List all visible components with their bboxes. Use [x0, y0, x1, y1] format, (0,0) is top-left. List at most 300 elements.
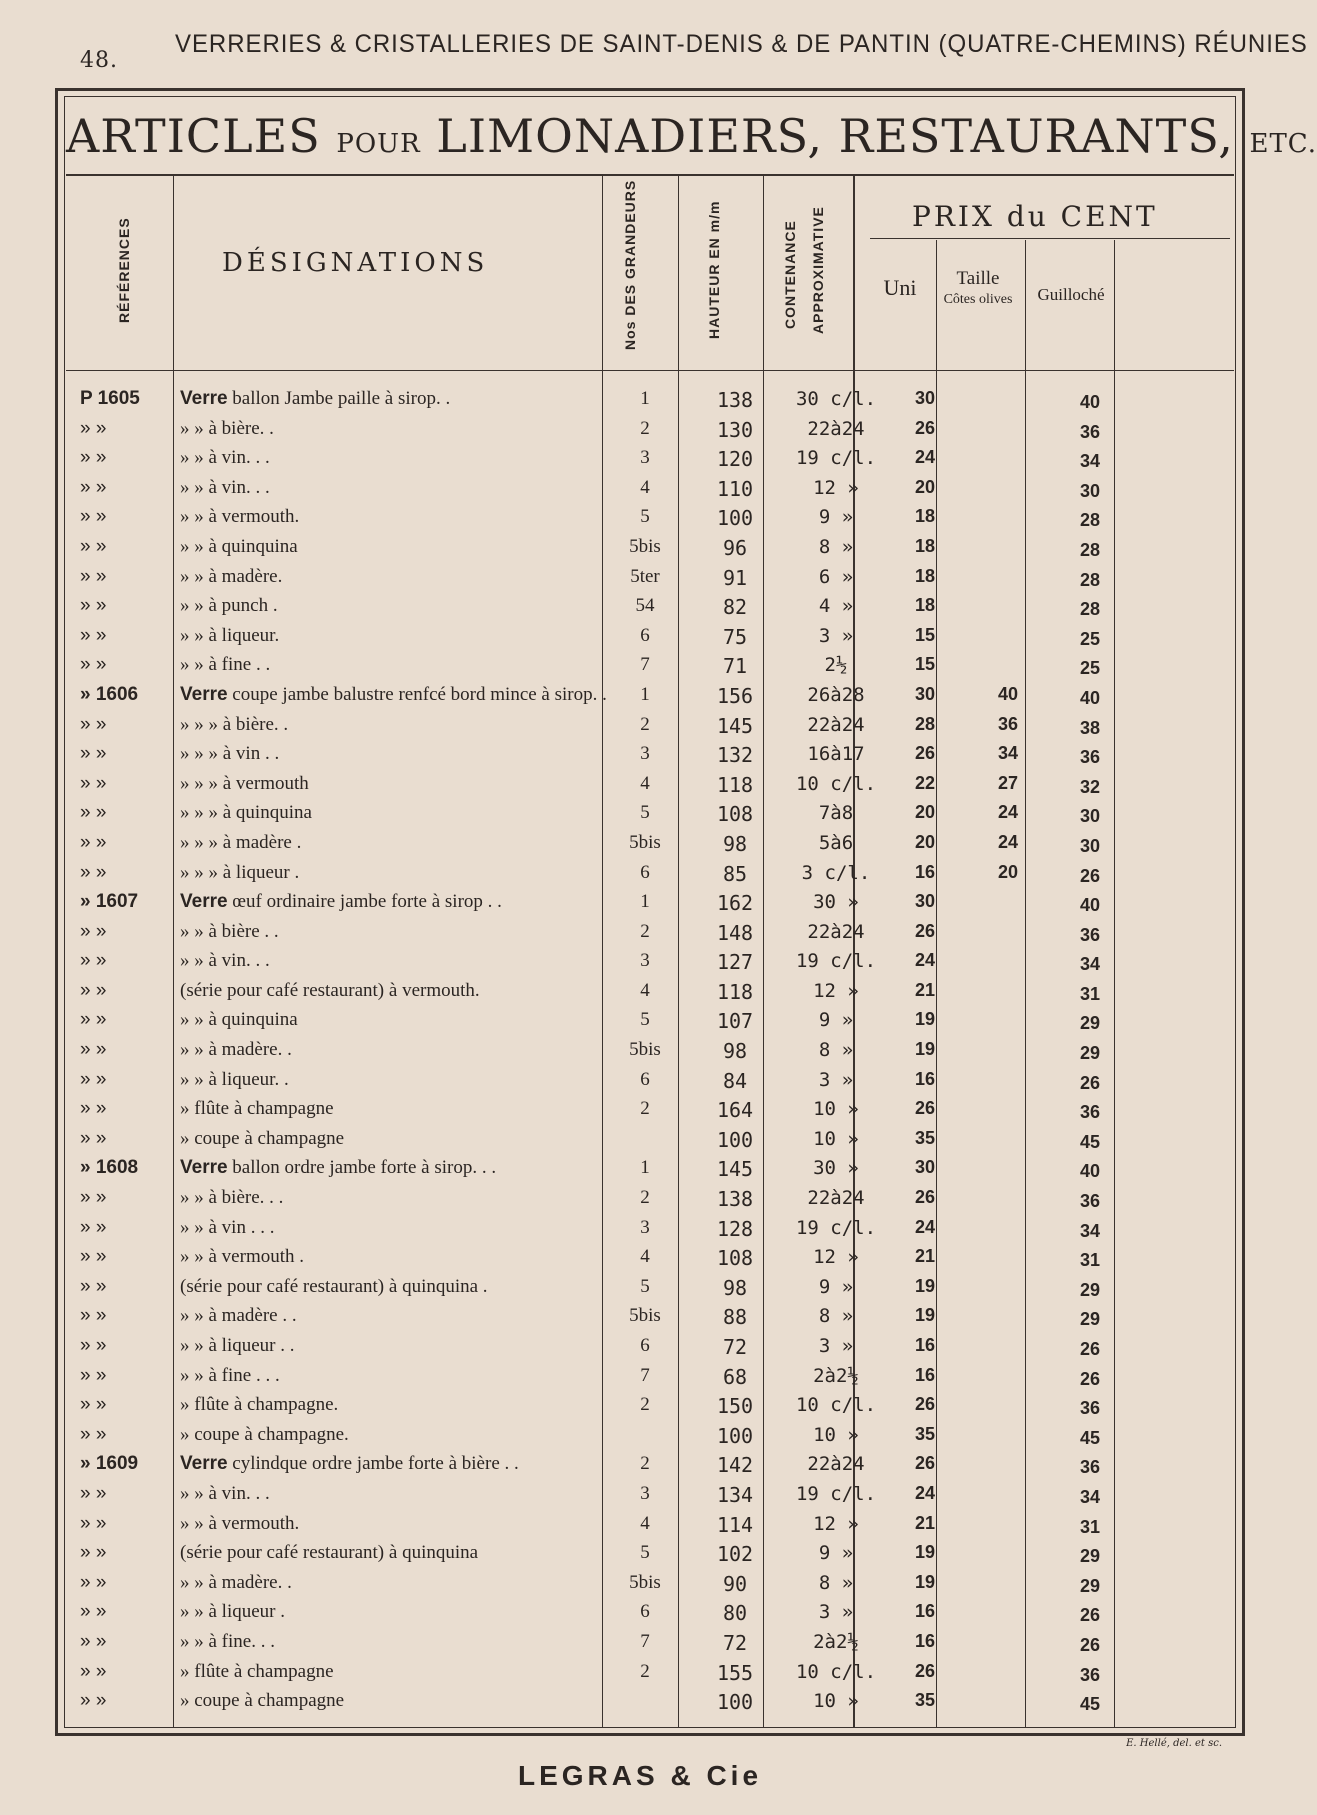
row-reference: » » — [80, 920, 107, 942]
row-contenance: 3 c/l. — [801, 861, 871, 884]
running-header: VERRERIES & CRISTALLERIES DE SAINT-DENIS & DE PANTIN (QUATRE-CHEMINS) RÉUNIES — [175, 30, 1308, 58]
designation-text: » » à liqueur . — [180, 1601, 286, 1623]
table-row — [80, 1509, 1240, 1539]
row-designation — [180, 536, 680, 558]
row-reference: » » — [80, 1571, 107, 1593]
row-reference: » » — [80, 1630, 107, 1652]
row-reference: » » — [80, 476, 107, 498]
row-designation — [180, 921, 680, 943]
row-hauteur: 120 — [716, 447, 754, 472]
row-hauteur: 88 — [722, 1305, 748, 1330]
row-designation — [180, 1069, 680, 1091]
row-designation — [180, 802, 680, 824]
row-price-guilloche: 29 — [1079, 1013, 1101, 1034]
designation-keyword: Verre — [180, 1453, 228, 1475]
row-reference: » » — [80, 1246, 107, 1268]
table-row — [80, 1568, 1240, 1598]
designation-text: » » à liqueur. . — [180, 1068, 289, 1090]
table-row — [80, 1627, 1240, 1657]
designation-text: ballon ordre jambe forte à sirop. . . — [227, 1157, 497, 1179]
row-price-uni: 20 — [914, 802, 936, 823]
table-row — [80, 1301, 1240, 1331]
row-contenance: 9 » — [818, 1275, 854, 1298]
table-row — [80, 1242, 1240, 1272]
row-designation — [180, 1453, 680, 1475]
row-grandeur: 5bis — [629, 1039, 661, 1061]
row-grandeur: 2 — [640, 1453, 650, 1475]
table-row — [80, 858, 1240, 888]
row-hauteur: 110 — [716, 476, 754, 501]
row-contenance: 9 » — [818, 506, 854, 529]
designation-text: » flûte à champagne — [180, 1098, 334, 1120]
row-price-uni: 19 — [914, 1275, 936, 1296]
row-hauteur: 150 — [716, 1394, 754, 1419]
row-price-uni: 16 — [914, 861, 936, 882]
row-hauteur: 84 — [722, 1068, 748, 1093]
row-designation — [180, 654, 680, 676]
row-designation — [180, 1246, 680, 1268]
designation-text: » flûte à champagne — [180, 1660, 334, 1682]
row-price-uni: 24 — [914, 950, 936, 971]
row-hauteur: 100 — [716, 506, 754, 531]
row-price-guilloche: 26 — [1079, 865, 1101, 886]
row-designation — [180, 506, 680, 528]
row-price-uni: 21 — [914, 1246, 936, 1267]
row-contenance: 3 » — [818, 1335, 854, 1357]
row-price-uni: 15 — [914, 654, 936, 675]
header-approximative: APPROXIMATIVE — [810, 206, 826, 334]
row-price-uni: 20 — [914, 476, 936, 497]
designation-text: » » à vin. . . — [180, 476, 270, 498]
table-row — [80, 1035, 1240, 1065]
row-price-guilloche: 34 — [1079, 1486, 1101, 1507]
table-row — [80, 1183, 1240, 1213]
row-grandeur: 3 — [640, 1482, 650, 1504]
row-contenance: 19 c/l. — [795, 950, 877, 973]
table-row — [80, 798, 1240, 828]
row-grandeur: 5bis — [629, 1571, 661, 1593]
row-grandeur: 4 — [640, 772, 650, 794]
row-contenance: 8 » — [818, 1571, 854, 1594]
row-price-guilloche: 45 — [1079, 1131, 1101, 1152]
designation-text: » flûte à champagne. — [180, 1394, 339, 1416]
row-grandeur: 2 — [640, 1660, 650, 1682]
row-designation — [180, 1335, 680, 1357]
row-contenance: 6 » — [818, 565, 854, 588]
row-designation — [180, 714, 680, 736]
row-contenance: 10 » — [813, 1423, 859, 1446]
designation-text: » » à vin. . . — [180, 1482, 270, 1504]
row-contenance: 2½ — [824, 654, 848, 677]
row-designation — [180, 1276, 680, 1298]
row-price-uni: 26 — [914, 1453, 936, 1474]
row-price-uni: 26 — [914, 1098, 936, 1119]
row-grandeur: 2 — [640, 1098, 650, 1120]
row-contenance: 22à24 — [807, 1187, 865, 1210]
designation-text: » » à madère . . — [180, 1305, 297, 1327]
row-price-uni: 30 — [914, 1157, 936, 1178]
row-designation — [180, 891, 680, 913]
row-price-guilloche: 28 — [1079, 510, 1101, 531]
engraver-credit: E. Hellé, del. et sc. — [1126, 1738, 1222, 1749]
row-contenance: 8 » — [818, 1039, 854, 1062]
row-price-taille: 40 — [997, 683, 1019, 704]
row-reference: » » — [80, 979, 107, 1001]
row-reference: » » — [80, 743, 107, 765]
row-contenance: 2à2½ — [813, 1630, 859, 1653]
table-row — [80, 976, 1240, 1006]
row-price-guilloche: 40 — [1079, 895, 1101, 916]
designation-text: » » » à quinquina — [180, 802, 312, 824]
row-grandeur: 4 — [640, 1246, 650, 1268]
table-row — [80, 1420, 1240, 1450]
row-price-guilloche: 29 — [1079, 1309, 1101, 1330]
row-price-uni: 18 — [914, 506, 936, 527]
row-hauteur: 142 — [716, 1453, 754, 1478]
row-price-uni: 16 — [914, 1364, 936, 1385]
row-grandeur: 6 — [640, 1335, 650, 1356]
row-designation — [180, 1483, 680, 1505]
row-contenance: 30 » — [813, 1157, 859, 1180]
row-reference: » » — [80, 1512, 107, 1534]
row-price-guilloche: 29 — [1079, 1546, 1101, 1567]
row-contenance: 10 » — [813, 1127, 859, 1150]
row-reference: » » — [80, 1660, 107, 1682]
row-contenance: 3 » — [818, 1068, 854, 1091]
row-reference: » » — [80, 1098, 107, 1120]
row-reference: » 1606 — [80, 683, 139, 705]
row-reference: » » — [80, 1601, 107, 1623]
row-hauteur: 75 — [722, 624, 748, 649]
row-contenance: 12 » — [813, 1246, 859, 1269]
row-designation — [180, 625, 680, 647]
designation-keyword: Verre — [180, 388, 228, 409]
table-row — [80, 562, 1240, 592]
designation-text: » » à vin . . . — [180, 1216, 275, 1238]
row-grandeur: 4 — [640, 979, 650, 1001]
table-row — [80, 1213, 1240, 1243]
row-price-uni: 35 — [914, 1127, 936, 1148]
table-row — [80, 1005, 1240, 1035]
row-grandeur: 1 — [640, 891, 650, 913]
row-reference: » » — [80, 1542, 107, 1564]
designation-text: (série pour café restaurant) à quinquina . — [180, 1275, 488, 1297]
row-price-uni: 21 — [914, 979, 936, 1000]
row-contenance: 30 c/l. — [795, 388, 877, 410]
row-grandeur: 6 — [640, 861, 650, 883]
row-designation — [180, 1601, 680, 1623]
row-hauteur: 130 — [716, 417, 754, 442]
designation-text: » coupe à champagne — [180, 1690, 345, 1712]
row-grandeur: 5ter — [630, 565, 660, 587]
publisher-footer: LEGRAS & Cie — [517, 1760, 763, 1791]
row-price-guilloche: 36 — [1079, 1398, 1101, 1419]
row-reference: » » — [80, 950, 107, 972]
row-designation — [180, 477, 680, 499]
row-reference: P 1605 — [80, 388, 140, 409]
row-contenance: 22à24 — [807, 920, 865, 943]
row-hauteur: 118 — [716, 772, 754, 797]
row-reference: » » — [80, 417, 107, 439]
table-row — [80, 1124, 1240, 1154]
designation-text: » » à quinquina — [180, 1009, 298, 1031]
row-price-uni: 35 — [914, 1423, 936, 1444]
row-reference: » » — [80, 1068, 107, 1090]
table-row — [80, 591, 1240, 621]
row-contenance: 10 c/l. — [795, 1660, 877, 1683]
row-price-guilloche: 26 — [1079, 1368, 1101, 1389]
row-reference: » » — [80, 861, 107, 883]
row-designation — [180, 1365, 680, 1387]
prix-divider — [870, 238, 1230, 239]
row-designation — [180, 1187, 680, 1209]
row-hauteur: 85 — [722, 861, 748, 886]
table-row — [80, 650, 1240, 680]
row-reference: » 1608 — [80, 1157, 139, 1179]
table-row — [80, 1538, 1240, 1568]
header-contenance: CONTENANCE — [782, 220, 798, 330]
designation-text: » » à fine . . — [180, 654, 271, 676]
designation-text: » » à bière. . — [180, 417, 274, 439]
row-price-uni: 16 — [914, 1630, 936, 1651]
designation-text: » » » à bière. . — [180, 713, 289, 735]
header-grandeurs: Nos DES GRANDEURS — [622, 179, 638, 350]
row-grandeur: 6 — [640, 624, 650, 646]
row-price-uni: 18 — [914, 535, 936, 556]
table-row — [80, 1331, 1240, 1361]
row-grandeur: 5bis — [629, 1305, 661, 1327]
row-price-guilloche: 31 — [1079, 1516, 1101, 1537]
table-row — [80, 414, 1240, 444]
row-price-uni: 16 — [914, 1335, 936, 1355]
row-grandeur: 3 — [640, 1216, 650, 1238]
row-price-guilloche: 38 — [1079, 717, 1101, 738]
row-price-uni: 30 — [914, 388, 936, 408]
row-price-guilloche: 40 — [1079, 392, 1101, 412]
row-price-guilloche: 26 — [1079, 1634, 1101, 1655]
row-price-uni: 26 — [914, 743, 936, 764]
row-grandeur: 5 — [640, 1009, 650, 1031]
row-contenance: 30 » — [813, 891, 859, 914]
table-row — [80, 1272, 1240, 1302]
row-price-guilloche: 31 — [1079, 1250, 1101, 1271]
row-price-guilloche: 32 — [1079, 776, 1101, 797]
row-reference: » » — [80, 1275, 107, 1297]
row-grandeur: 4 — [640, 476, 650, 498]
row-price-guilloche: 36 — [1079, 1191, 1101, 1212]
table-row — [80, 710, 1240, 740]
row-hauteur: 162 — [716, 891, 754, 916]
row-hauteur: 71 — [722, 654, 748, 679]
designation-text: » » » à liqueur . — [180, 861, 300, 883]
designation-text: (série pour café restaurant) à quinquina — [180, 1542, 479, 1564]
row-price-guilloche: 36 — [1079, 1457, 1101, 1478]
designation-text: » » à liqueur . . — [180, 1335, 295, 1356]
row-designation — [180, 1157, 680, 1179]
row-reference: » » — [80, 1216, 107, 1238]
row-reference: » » — [80, 535, 107, 557]
row-designation — [180, 1217, 680, 1239]
row-price-guilloche: 34 — [1079, 954, 1101, 975]
row-price-guilloche: 45 — [1079, 1694, 1101, 1715]
table-row — [80, 502, 1240, 532]
row-reference: » » — [80, 1305, 107, 1327]
table-row — [80, 1657, 1240, 1687]
row-hauteur: 118 — [716, 979, 754, 1004]
row-reference: » » — [80, 1690, 107, 1712]
designation-text: » » à quinquina — [180, 535, 298, 557]
table-row — [80, 384, 1240, 414]
row-hauteur: 164 — [716, 1098, 754, 1123]
row-price-uni: 28 — [914, 713, 936, 734]
designation-text: » » à vermouth. — [180, 506, 300, 528]
table-row — [80, 1153, 1240, 1183]
row-designation — [180, 1305, 680, 1327]
table-row — [80, 621, 1240, 651]
row-reference: » » — [80, 447, 107, 469]
row-contenance: 10 c/l. — [795, 772, 877, 795]
row-hauteur: 114 — [716, 1512, 754, 1537]
row-contenance: 9 » — [818, 1542, 854, 1565]
row-reference: » » — [80, 595, 107, 617]
row-designation — [180, 1039, 680, 1061]
row-contenance: 9 » — [818, 1009, 854, 1032]
row-designation — [180, 684, 680, 706]
row-price-guilloche: 36 — [1079, 1102, 1101, 1123]
row-hauteur: 100 — [716, 1423, 754, 1448]
row-grandeur: 3 — [640, 950, 650, 972]
header-references: RÉFÉRENCES — [116, 217, 132, 323]
row-designation — [180, 1542, 680, 1564]
row-reference: » » — [80, 1187, 107, 1209]
row-grandeur: 5 — [640, 1275, 650, 1297]
row-price-guilloche: 45 — [1079, 1427, 1101, 1448]
row-reference: » » — [80, 1394, 107, 1416]
table-row — [80, 769, 1240, 799]
row-designation — [180, 1394, 680, 1416]
designation-text: » » à liqueur. — [180, 624, 280, 646]
row-price-uni: 15 — [914, 624, 936, 645]
row-price-uni: 26 — [914, 1394, 936, 1415]
designation-text: » » à fine . . . — [180, 1364, 280, 1386]
designation-text: » coupe à champagne. — [180, 1423, 349, 1445]
row-price-taille: 24 — [997, 831, 1019, 852]
row-price-guilloche: 26 — [1079, 1339, 1101, 1359]
row-price-taille: 34 — [997, 743, 1019, 764]
row-hauteur: 155 — [716, 1660, 754, 1685]
row-grandeur: 5 — [640, 802, 650, 824]
row-price-uni: 16 — [914, 1601, 936, 1622]
row-contenance: 19 c/l. — [795, 1216, 877, 1239]
row-price-uni: 18 — [914, 565, 936, 586]
row-contenance: 22à24 — [807, 417, 865, 440]
row-designation — [180, 1128, 680, 1150]
designation-text: » » à punch . — [180, 595, 278, 617]
row-price-uni: 21 — [914, 1512, 936, 1533]
row-hauteur: 91 — [722, 565, 748, 590]
designation-keyword: Verre — [180, 891, 228, 913]
row-price-guilloche: 28 — [1079, 539, 1101, 560]
row-reference: » » — [80, 624, 107, 646]
row-price-uni: 35 — [914, 1690, 936, 1711]
row-hauteur: 148 — [716, 920, 754, 945]
row-hauteur: 98 — [722, 831, 748, 856]
row-price-uni: 16 — [914, 1068, 936, 1089]
price-table-rows — [80, 384, 1240, 1716]
row-contenance: 2à2½ — [813, 1364, 859, 1387]
row-price-guilloche: 36 — [1079, 1664, 1101, 1685]
row-designation — [180, 388, 680, 410]
row-price-guilloche: 31 — [1079, 983, 1101, 1004]
row-reference: » » — [80, 1039, 107, 1061]
row-reference: » 1609 — [80, 1453, 139, 1475]
row-grandeur: 1 — [640, 388, 650, 409]
row-contenance: 22à24 — [807, 713, 865, 736]
row-price-guilloche: 40 — [1079, 687, 1101, 708]
row-price-uni: 19 — [914, 1305, 936, 1326]
page-title: ARTICLES POUR LIMONADIERS, RESTAURANTS, ETC. — [66, 98, 1234, 176]
row-hauteur: 100 — [716, 1127, 754, 1152]
row-price-taille: 24 — [997, 802, 1019, 823]
table-row — [80, 1094, 1240, 1124]
table-row — [80, 1361, 1240, 1391]
row-hauteur: 138 — [716, 1187, 754, 1212]
row-designation — [180, 566, 680, 588]
row-contenance: 7à8 — [818, 802, 854, 825]
row-grandeur: 54 — [635, 595, 655, 617]
row-price-guilloche: 30 — [1079, 480, 1101, 501]
row-reference: » » — [80, 1482, 107, 1504]
row-contenance: 12 » — [813, 476, 859, 499]
row-hauteur: 138 — [716, 388, 754, 412]
row-designation — [180, 1424, 680, 1446]
row-contenance: 26à28 — [807, 683, 865, 706]
row-contenance: 4 » — [818, 595, 854, 618]
header-designations: DÉSIGNATIONS — [222, 248, 489, 278]
row-hauteur: 68 — [722, 1364, 748, 1389]
row-reference: » » — [80, 713, 107, 735]
table-row — [80, 1597, 1240, 1627]
row-designation — [180, 1631, 680, 1653]
row-hauteur: 128 — [716, 1216, 754, 1241]
row-price-taille: 20 — [997, 861, 1019, 882]
row-price-taille: 27 — [997, 772, 1019, 793]
row-grandeur: 5 — [640, 506, 650, 528]
row-contenance: 10 » — [813, 1098, 859, 1121]
row-designation — [180, 1098, 680, 1120]
row-reference: » » — [80, 802, 107, 824]
header-guilloche: Guilloché — [1037, 285, 1105, 304]
row-price-uni: 30 — [914, 891, 936, 912]
row-grandeur: 7 — [640, 654, 650, 676]
row-contenance: 3 » — [818, 1601, 854, 1624]
table-row — [80, 443, 1240, 473]
row-grandeur: 5bis — [629, 831, 661, 853]
row-contenance: 5à6 — [818, 831, 854, 854]
designation-text: cylindque ordre jambe forte à bière . . — [227, 1453, 519, 1475]
table-row — [80, 1065, 1240, 1095]
row-price-guilloche: 36 — [1079, 421, 1101, 442]
row-hauteur: 96 — [722, 535, 748, 560]
row-designation — [180, 1572, 680, 1594]
designation-text: ballon Jambe paille à sirop. . — [227, 388, 451, 409]
row-price-uni: 26 — [914, 417, 936, 438]
table-row — [80, 917, 1240, 947]
row-contenance: 12 » — [813, 1512, 859, 1535]
row-grandeur: 2 — [640, 417, 650, 439]
row-price-uni: 26 — [914, 1187, 936, 1208]
row-hauteur: 72 — [722, 1335, 748, 1359]
